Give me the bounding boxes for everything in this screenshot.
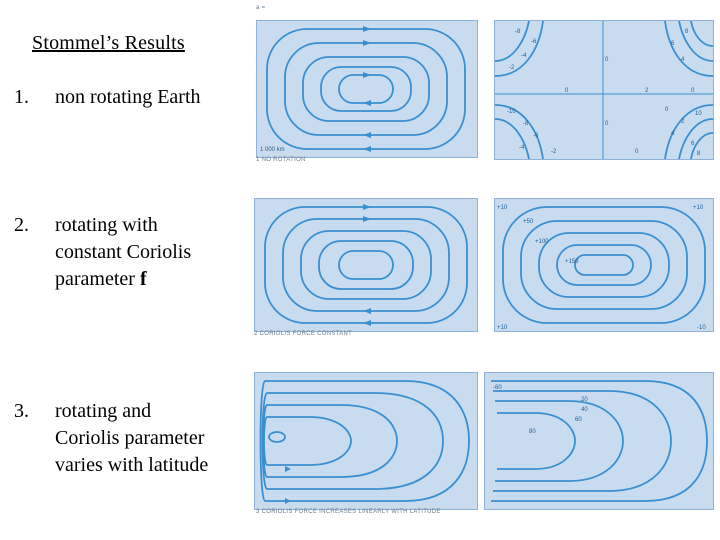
contour-line — [691, 21, 713, 46]
pressure-contour-diagram — [485, 373, 713, 509]
list-text-fragment: parameter — [55, 268, 135, 290]
contour-label: -8 — [515, 29, 521, 35]
contour-label: -2 — [551, 149, 557, 155]
contour-label: +10 — [497, 205, 508, 211]
coriolis-symbol: f — [139, 268, 147, 290]
list-text-line: rotating with — [55, 214, 158, 236]
pressure-contour-diagram — [495, 199, 713, 331]
contour-line — [665, 21, 713, 76]
panel-no-rotation-streamlines — [256, 20, 478, 158]
contour-outer — [491, 381, 707, 501]
panel-constant-coriolis-pressure — [494, 198, 714, 332]
list-text-line: varies with latitude — [55, 454, 209, 476]
scale-label: 1 000 km — [260, 147, 285, 153]
flow-arrow — [363, 72, 371, 78]
contour-label: -6 — [533, 133, 539, 139]
contour-label: 10 — [695, 111, 702, 117]
contour-label: 0 — [565, 88, 569, 94]
streamline — [283, 219, 449, 311]
contour — [557, 245, 651, 285]
contour-label: 0 — [691, 88, 695, 94]
flow-arrow — [363, 146, 371, 152]
flow-arrow — [363, 308, 371, 314]
contour-label: 80 — [529, 429, 536, 435]
list-text-line: constant Coriolis — [55, 241, 192, 263]
flow-arrow — [363, 26, 371, 32]
contour-label: 0 — [605, 57, 609, 63]
contour-label: -10 — [697, 325, 706, 331]
contour-label: +10 — [497, 325, 508, 331]
contour-label: 0 — [605, 121, 609, 127]
flow-arrow — [363, 40, 371, 46]
panel-caption-no-rotation: 1 NO ROTATION — [256, 157, 306, 163]
streamline-outer — [261, 381, 470, 501]
contour-label: 60 — [575, 417, 582, 423]
contour-label: 0 — [665, 107, 669, 113]
contour-label: +100 — [535, 239, 549, 245]
contour-label: -4 — [519, 145, 525, 151]
panel-caption-variable-coriolis: 3 CORIOLIS FORCE INCREASES LINEARLY WITH LATITUDE — [256, 509, 441, 515]
flow-arrow — [363, 100, 371, 106]
list-text-line: Coriolis parameter — [55, 427, 205, 449]
contour-label: -6 — [531, 39, 537, 45]
list-text: non rotating Earth — [55, 86, 201, 108]
list-item-non-rotating — [14, 84, 201, 111]
contour-label: -4 — [521, 53, 527, 59]
streamline-inner — [269, 432, 285, 442]
contour — [521, 221, 687, 309]
flow-arrow — [363, 216, 371, 222]
panel-no-rotation-pressure — [494, 20, 714, 160]
slide-title: Stommel’s Results — [32, 32, 185, 54]
flow-arrow — [285, 498, 291, 504]
list-item-constant-coriolis — [14, 212, 191, 293]
contour-label: 6 — [691, 141, 695, 147]
streamline-inner — [339, 251, 393, 279]
streamline-outer — [267, 29, 465, 149]
contour-label: +10 — [693, 205, 704, 211]
list-item-varying-coriolis — [14, 398, 208, 479]
contour-inner — [575, 255, 633, 275]
contour-inner — [497, 413, 575, 469]
streamline-inner — [339, 75, 393, 103]
contour-label: 2 — [645, 88, 649, 94]
panel-caption-constant-coriolis: 2 CORIOLIS FORCE CONSTANT — [254, 331, 353, 337]
list-number: 1. — [14, 86, 29, 108]
flow-arrow — [285, 466, 291, 472]
list-text-line: rotating and — [55, 400, 152, 422]
streamline-outer — [265, 207, 467, 323]
panel-corner-label: a = — [256, 5, 266, 11]
list-number: 2. — [14, 214, 29, 236]
streamline-diagram — [257, 21, 477, 157]
contour-label: 8 — [697, 151, 701, 157]
contour-label: 2 — [681, 119, 685, 125]
pressure-contour-diagram — [495, 21, 713, 159]
contour-outer — [503, 207, 705, 323]
contour-label: +150 — [565, 259, 579, 265]
contour-label: 4 — [681, 57, 685, 63]
streamline-diagram — [255, 199, 477, 331]
contour — [539, 233, 669, 297]
contour-label: 4 — [671, 131, 675, 137]
panel-variable-coriolis-streamlines — [254, 372, 478, 510]
contour-line — [679, 21, 713, 61]
contour-label: 20 — [581, 397, 588, 403]
panel-constant-coriolis-streamlines — [254, 198, 478, 332]
flow-arrow — [363, 132, 371, 138]
list-text-line — [55, 266, 191, 293]
contour-label: 0 — [635, 149, 639, 155]
list-number: 3. — [14, 400, 29, 422]
contour — [493, 391, 671, 491]
contour-label: 6 — [671, 41, 675, 47]
streamline — [319, 241, 413, 289]
contour-label: -2 — [509, 65, 515, 71]
contour-label: 8 — [685, 29, 689, 35]
streamline-diagram — [255, 373, 477, 509]
streamline — [263, 393, 444, 489]
contour-label: -10 — [507, 109, 516, 115]
flow-arrow — [363, 320, 371, 326]
panel-variable-coriolis-pressure — [484, 372, 714, 510]
streamline — [264, 417, 351, 465]
contour-label: 40 — [581, 407, 588, 413]
contour-line — [679, 119, 713, 159]
contour-label: -60 — [493, 385, 502, 391]
flow-arrow — [363, 204, 371, 210]
contour-label: +50 — [523, 219, 534, 225]
contour-label: -8 — [523, 121, 529, 127]
